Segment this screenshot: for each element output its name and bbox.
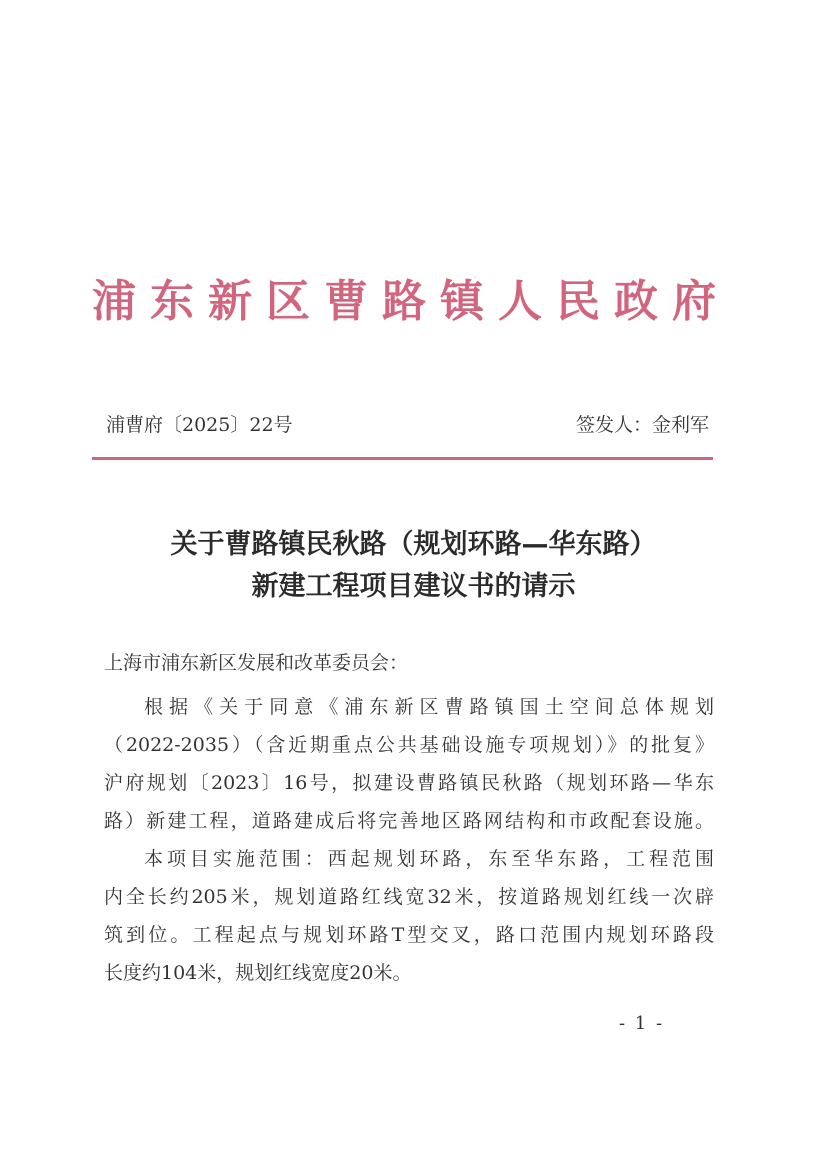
paragraph-line: 路）新建工程，道路建成后将完善地区路网结构和市政配套设施。 [104,810,714,832]
document-title [92,524,735,608]
signer: 签发人：金利军 [575,414,709,436]
title-line-2: 新建工程项目建议书的请示 [251,571,576,602]
paragraph-line: 内全长约205米，规划道路红线宽32米，按道路规划红线一次辟 [104,886,714,908]
paragraph-line: 本项目实施范围：西起规划环路，东至华东路，工程范围 [144,848,714,870]
red-divider-line [92,457,713,460]
body-paragraph-2 [104,840,714,992]
paragraph-line: 长度约104米，规划红线宽度20米。 [104,962,412,984]
government-masthead: 浦东新区曹路镇人民政府 [92,276,716,327]
document-number: 浦曹府〔2025〕22号 [106,414,293,436]
paragraph-line: 沪府规划〔2023〕16号，拟建设曹路镇民秋路（规划环路—华东 [104,772,714,794]
page-number: - 1 - [619,1013,665,1034]
paragraph-line: （2022-2035）（含近期重点公共基础设施专项规划）》的批复》 [104,734,714,756]
addressee: 上海市浦东新区发展和改革委员会： [104,652,409,674]
title-line-1: 关于曹路镇民秋路（规划环路—华东路） [170,529,657,560]
body-paragraph-1 [104,688,714,840]
paragraph-line: 筑到位。工程起点与规划环路T型交叉，路口范围内规划环路段 [104,924,714,946]
paragraph-line: 根据《关于同意《浦东新区曹路镇国土空间总体规划 [144,696,714,718]
